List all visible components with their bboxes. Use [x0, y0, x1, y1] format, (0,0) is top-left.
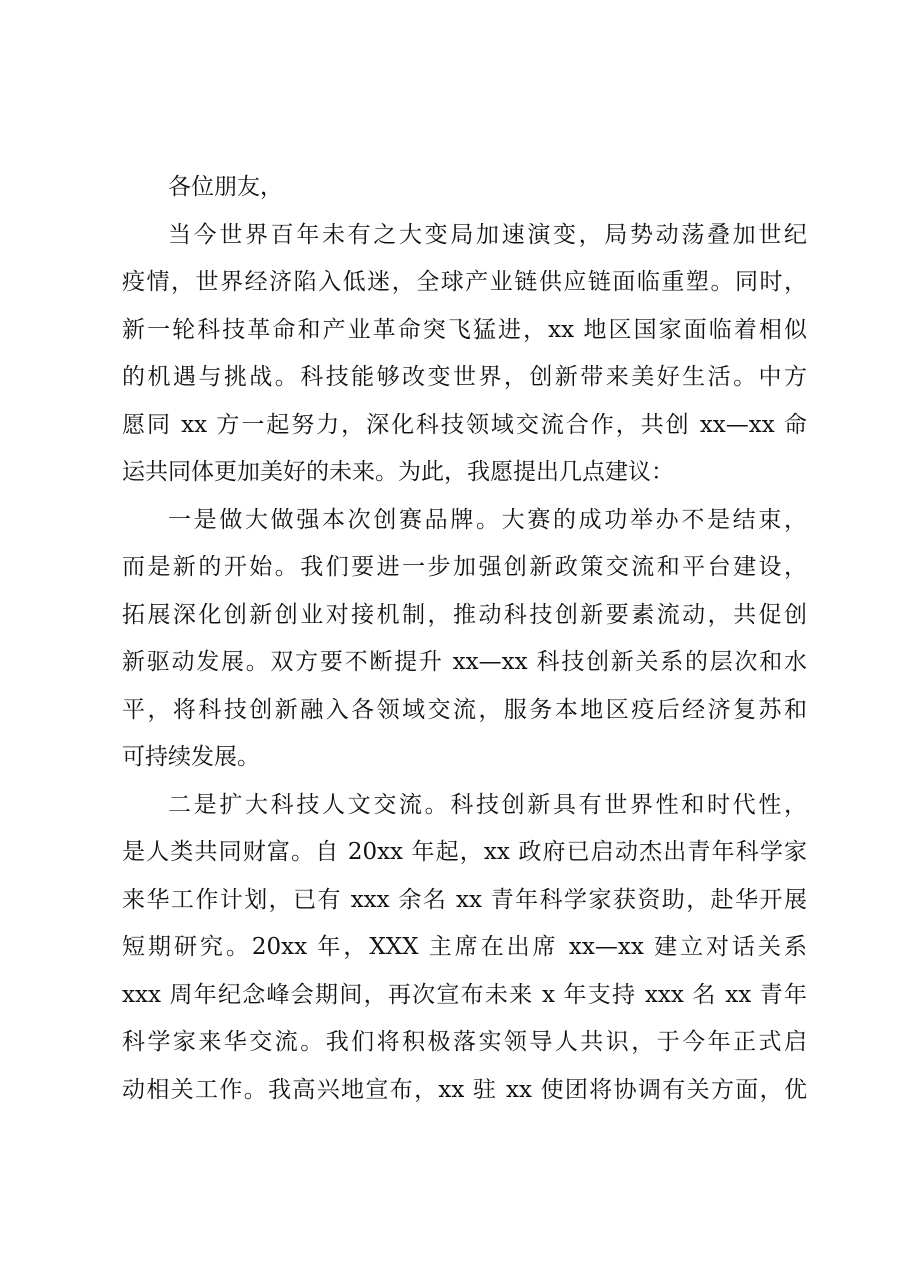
paragraph-line: 疫情，世界经济陷入低迷，全球产业链供应链面临重塑。同时，: [122, 269, 807, 295]
paragraph-1: [122, 212, 807, 497]
paragraph-line: 科学家来华交流。我们将积极落实领导人共识，于今年正式启: [122, 1029, 807, 1055]
paragraph-line: xxx 周年纪念峰会期间，再次宣布未来 x 年支持 xxx 名 xx 青年: [122, 981, 807, 1008]
paragraph-line: 愿同 xx 方一起努力，深化科技领域交流合作，共创 xx—xx 命: [122, 411, 807, 438]
paragraph-2: [122, 497, 807, 782]
greeting-line: 各位朋友，: [168, 174, 283, 200]
paragraph-line: 新驱动发展。双方要不断提升 xx—xx 科技创新关系的层次和水: [122, 649, 807, 675]
paragraph-line: 动相关工作。我高兴地宣布，xx 驻 xx 使团将协调有关方面，优: [122, 1076, 807, 1103]
paragraph-line: 的机遇与挑战。科技能够改变世界，创新带来美好生活。中方: [122, 364, 807, 390]
paragraph-line: 运共同体更加美好的未来。为此，我愿提出几点建议：: [122, 459, 674, 485]
paragraph-line: 二是扩大科技人文交流。科技创新具有世界性和时代性，: [168, 791, 807, 818]
paragraph-line: 一是做大做强本次创赛品牌。大赛的成功举办不是结束，: [168, 506, 807, 533]
paragraph-line: 而是新的开始。我们要进一步加强创新政策交流和平台建设，: [122, 554, 807, 580]
paragraph-line: 新一轮科技革命和产业革命突飞猛进，xx 地区国家面临着相似: [122, 316, 807, 343]
paragraph-line: 来华工作计划，已有 xxx 余名 xx 青年科学家获资助，赴华开展: [122, 886, 807, 913]
paragraph-line: 短期研究。20xx 年，XXX 主席在出席 xx—xx 建立对话关系: [122, 934, 807, 960]
paragraph-line: 当今世界百年未有之大变局加速演变，局势动荡叠加世纪: [168, 221, 807, 248]
paragraph-line: 可持续发展。: [122, 744, 260, 770]
paragraph-line: 是人类共同财富。自 20xx 年起，xx 政府已启动杰出青年科学家: [122, 839, 807, 865]
paragraph-3: [122, 782, 807, 1115]
document-body: [122, 164, 807, 1114]
paragraph-line: 平，将科技创新融入各领域交流，服务本地区疫后经济复苏和: [122, 696, 807, 723]
paragraph-line: 拓展深化创新创业对接机制，推动科技创新要素流动，共促创: [122, 601, 807, 628]
